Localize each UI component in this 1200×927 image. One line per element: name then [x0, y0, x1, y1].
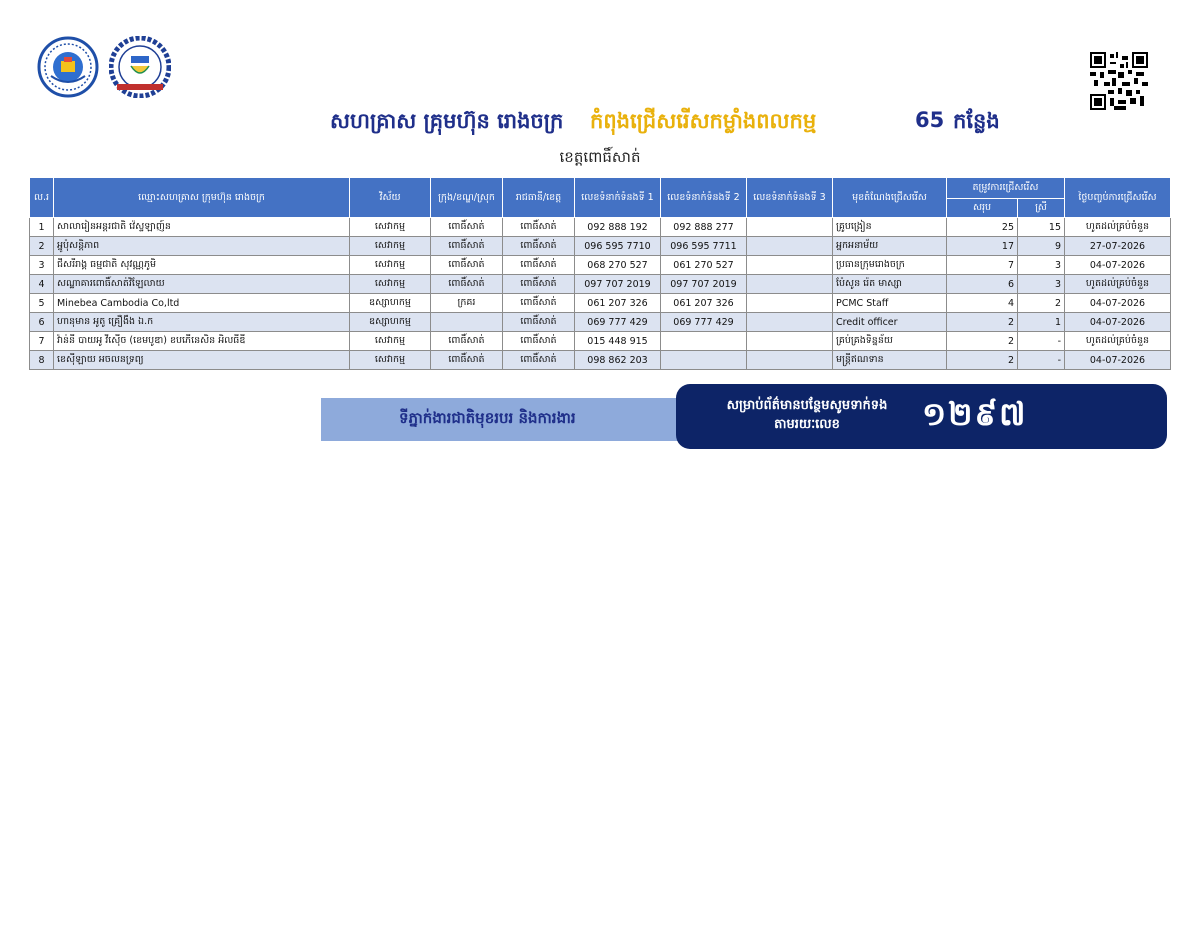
cell-province: ពោធិ៍សាត់ [503, 294, 575, 313]
cell-female: 3 [1018, 256, 1065, 275]
header-total: សរុប [947, 199, 1018, 218]
cell-female: 1 [1018, 313, 1065, 332]
cell-district: ពោធិ៍សាត់ [431, 218, 503, 237]
cell-province: ពោធិ៍សាត់ [503, 237, 575, 256]
table-row [30, 313, 1171, 332]
cell-company: ហានុមាន អូតូ គ្រឿងឹង ឯ.ក [54, 313, 350, 332]
cell-phone1: 092 888 192 [575, 218, 661, 237]
table-row [30, 351, 1171, 370]
cell-sector: សេវាកម្ម [350, 256, 431, 275]
cell-phone3 [747, 218, 833, 237]
cell-total: 17 [947, 237, 1018, 256]
page-title [0, 104, 1200, 138]
agency-name: ទីភ្នាក់ងារជាតិមុខរបរ និងការងារ [399, 409, 576, 427]
cell-deadline: 27-07-2026 [1065, 237, 1171, 256]
cell-phone2: 069 777 429 [661, 313, 747, 332]
cell-deadline: 04-07-2026 [1065, 294, 1171, 313]
header-position: មុខតំណែងជ្រើសរើស [833, 178, 947, 218]
ministry-logo-icon [37, 36, 99, 98]
cell-district: ពោធិ៍សាត់ [431, 256, 503, 275]
cell-female: 2 [1018, 294, 1065, 313]
title-recruiting: កំពុងជ្រើសរើសកម្លាំងពលកម្ម [590, 109, 817, 133]
cell-total: 2 [947, 332, 1018, 351]
cell-phone1: 098 862 203 [575, 351, 661, 370]
cell-phone1: 015 448 915 [575, 332, 661, 351]
cell-company: ខេស៊ីឡាយ អចលនទ្រព្យ [54, 351, 350, 370]
cell-position: ប៉ែសូន រ៉េត មាស្សា [833, 275, 947, 294]
cell-district: ក្រគរ [431, 294, 503, 313]
header-province: រាជធានី/ខេត្ត [503, 178, 575, 218]
job-listings-table [29, 177, 1171, 370]
cell-deadline: ហូតដល់គ្រប់ចំនួន [1065, 275, 1171, 294]
cell-total: 25 [947, 218, 1018, 237]
table-row [30, 332, 1171, 351]
cell-female: 3 [1018, 275, 1065, 294]
cell-phone2: 097 707 2019 [661, 275, 747, 294]
cell-no: 8 [30, 351, 54, 370]
nea-logo-icon [109, 36, 171, 98]
cell-deadline: 04-07-2026 [1065, 351, 1171, 370]
table-row [30, 237, 1171, 256]
cell-female: - [1018, 332, 1065, 351]
cell-phone2 [661, 351, 747, 370]
header-sector: វិស័យ [350, 178, 431, 218]
cell-phone1: 097 707 2019 [575, 275, 661, 294]
cell-company: ជីសរីរាង្គ ធម្មជាតិ សុវណ្ណភូមិ [54, 256, 350, 275]
cell-no: 5 [30, 294, 54, 313]
cell-province: ពោធិ៍សាត់ [503, 351, 575, 370]
cell-sector: សេវាកម្ម [350, 332, 431, 351]
cell-phone3 [747, 256, 833, 275]
header-phone1: លេខទំនាក់ទំនងទី 1 [575, 178, 661, 218]
position-unit: កន្លែង [953, 109, 1000, 133]
cell-total: 2 [947, 313, 1018, 332]
cell-position: PCMC Staff [833, 294, 947, 313]
header-deadline: ថ្ងៃបញ្ចប់ការជ្រើសរើស [1065, 178, 1171, 218]
table-row [30, 256, 1171, 275]
cell-deadline: ហូតដល់គ្រប់ចំនួន [1065, 332, 1171, 351]
cell-no: 3 [30, 256, 54, 275]
cell-phone1: 096 595 7710 [575, 237, 661, 256]
cell-phone1: 069 777 429 [575, 313, 661, 332]
cell-phone2: 092 888 277 [661, 218, 747, 237]
header-needed: តម្រូវការជ្រើសរើស [947, 178, 1065, 199]
cell-total: 6 [947, 275, 1018, 294]
cell-no: 2 [30, 237, 54, 256]
cell-district: ពោធិ៍សាត់ [431, 351, 503, 370]
cell-phone1: 061 207 326 [575, 294, 661, 313]
cell-province: ពោធិ៍សាត់ [503, 218, 575, 237]
cell-phone2: 096 595 7711 [661, 237, 747, 256]
cell-no: 1 [30, 218, 54, 237]
cell-phone2: 061 270 527 [661, 256, 747, 275]
cell-phone1: 068 270 527 [575, 256, 661, 275]
cell-female: 9 [1018, 237, 1065, 256]
header-no: ល.រ [30, 178, 54, 218]
position-count: 65 [915, 108, 945, 132]
cell-phone3 [747, 275, 833, 294]
cell-total: 4 [947, 294, 1018, 313]
cell-sector: ឧស្សាហកម្ម [350, 294, 431, 313]
header-female: ស្រី [1018, 199, 1065, 218]
cell-deadline: 04-07-2026 [1065, 313, 1171, 332]
cell-company: សាលារៀនអន្តរជាតិ វ៉េស្ទឡាញ៍ន [54, 218, 350, 237]
cell-province: ពោធិ៍សាត់ [503, 256, 575, 275]
cell-sector: សេវាកម្ម [350, 218, 431, 237]
cell-province: ពោធិ៍សាត់ [503, 313, 575, 332]
cell-sector: ឧស្សាហកម្ម [350, 313, 431, 332]
cell-phone3 [747, 294, 833, 313]
cell-sector: សេវាកម្ម [350, 351, 431, 370]
cell-district: ពោធិ៍សាត់ [431, 332, 503, 351]
cell-position: គ្រប់គ្រងទិន្នន័យ [833, 332, 947, 351]
title-companies: សហគ្រាស គ្រុមហ៊ុន រោងចក្រ [330, 109, 564, 133]
cell-province: ពោធិ៍សាត់ [503, 332, 575, 351]
header-phone2: លេខទំនាក់ទំនងទី 2 [661, 178, 747, 218]
cell-phone2 [661, 332, 747, 351]
cell-sector: សេវាកម្ម [350, 237, 431, 256]
cell-district: ពោធិ៍សាត់ [431, 237, 503, 256]
cell-female: - [1018, 351, 1065, 370]
cell-deadline: ហូតដល់គ្រប់ចំនួន [1065, 218, 1171, 237]
cell-phone2: 061 207 326 [661, 294, 747, 313]
cell-total: 2 [947, 351, 1018, 370]
cell-company: Minebea Cambodia Co,ltd [54, 294, 350, 313]
cell-position: គ្រូបង្រៀន [833, 218, 947, 237]
cell-female: 15 [1018, 218, 1065, 237]
cell-deadline: 04-07-2026 [1065, 256, 1171, 275]
cell-position: ប្រធានក្រុមរោងចក្រ [833, 256, 947, 275]
cell-district: ពោធិ៍សាត់ [431, 275, 503, 294]
header-phone3: លេខទំនាក់ទំនងទី 3 [747, 178, 833, 218]
qr-code-icon[interactable] [1090, 52, 1148, 110]
hotline-number[interactable]: ១២៩៧ [922, 395, 1028, 433]
cell-no: 6 [30, 313, 54, 332]
table-row [30, 218, 1171, 237]
cell-company: វ៉ាន់នី បាយអូ វីស៊ើច (ខេមបូឌា) ខបភើនេសិន អិលធីឌី [54, 332, 350, 351]
hotline-label: សម្រាប់ព័ត៌មានបន្ថែមសូមទាក់ទងតាមរយៈលេខ [726, 398, 888, 432]
cell-position: អ្នកអនាម័យ [833, 237, 947, 256]
cell-sector: សេវាកម្ម [350, 275, 431, 294]
cell-position: Credit officer [833, 313, 947, 332]
agency-banner [321, 398, 701, 441]
cell-phone3 [747, 237, 833, 256]
cell-phone3 [747, 313, 833, 332]
cell-position: មន្ត្រីឥណទាន [833, 351, 947, 370]
hotline-banner [676, 384, 1167, 449]
cell-province: ពោធិ៍សាត់ [503, 275, 575, 294]
cell-phone3 [747, 332, 833, 351]
province-subtitle: ខេត្តពោធិ៍សាត់ [559, 148, 641, 166]
header-company: ឈ្មោះសហគ្រាស ក្រុមហ៊ុន រោងចក្រ [54, 178, 350, 218]
cell-company: អ្នូប៉ុសន្តិភាព [54, 237, 350, 256]
header-district: ក្រុង/ខណ្ឌ/ស្រុក [431, 178, 503, 218]
table-row [30, 275, 1171, 294]
cell-phone3 [747, 351, 833, 370]
cell-district [431, 313, 503, 332]
cell-no: 7 [30, 332, 54, 351]
cell-total: 7 [947, 256, 1018, 275]
cell-company: សណ្ឋាគារពោធិ៍សាត់វិឡែលាយ [54, 275, 350, 294]
cell-no: 4 [30, 275, 54, 294]
table-row [30, 294, 1171, 313]
